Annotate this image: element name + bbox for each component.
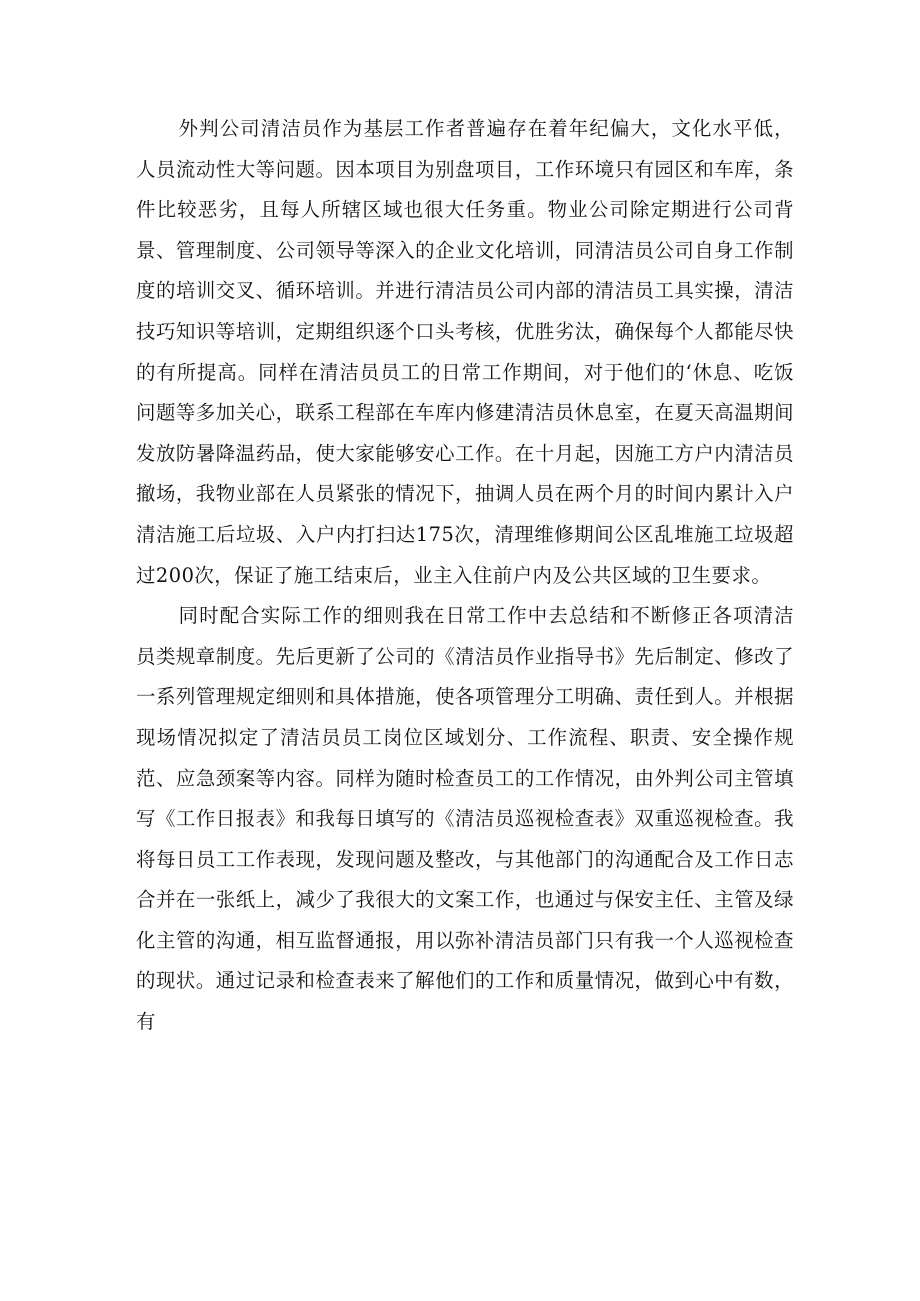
paragraph-cleaner-training: 外判公司清洁员作为基层工作者普遍存在着年纪偏大，文化水平低，人员流动性大等问题。因本项目为别盘项目，工作环境只有园区和车库，条件比较恶劣，且每人所辖区域也很大任务重。物业公司除定期进行公司背景、管理制度、公司领导等深入的企业文化培训，同清洁员公司自身工作制度的培训交叉、循环培训。并进行清洁员公司内部的清洁员工具实操，清洁技巧知识等培训，定期组织逐个口头考核，优胜劣汰，确保每个人都能尽快的有所提高。同样在清洁员员工的日常工作期间，对于他们的‘休息、吃饭问题等多加关心，联系工程部在车库内修建清洁员休息室，在夏天高温期间发放防暑降温药品，使大家能够安心工作。在十月起，因施工方户内清洁员撤场，我物业部在人员紧张的情况下，抽调人员在两个月的时间内累计入户清洁施工后垃圾、入户内打扫达175次，清理维修期间公区乱堆施工垃圾超过200次，保证了施工结束后，业主入住前户内及公共区域的卫生要求。 <box>136 117 794 587</box>
paragraph-rules-and-inspection: 同时配合实际工作的细则我在日常工作中去总结和不断修正各项清洁员类规章制度。先后更新了公司的《清洁员作业指导书》先后制定、修改了一系列管理规定细则和具体措施，使各项管理分工明确、责任到人。并根据现场情况拟定了清洁员员工岗位区域划分、工作流程、职责、安全操作规范、应急颈案等内容。同样为随时检查员工的工作情况，由外判公司主管填写《工作日报表》和我每日填写的《清洁员巡视检查表》双重巡视检查。我将每日员工工作表现，发现问题及整改，与其他部门的沟通配合及工作日志合并在一张纸上，减少了我很大的文案工作，也通过与保安主任、主管及绿化主管的沟通，相互监督通报，用以弥补清洁员部门只有我一个人巡视检查的现状。通过记录和检查表来了解他们的工作和质量情况，做到心中有数，有 <box>136 604 794 1034</box>
document-body <box>136 109 794 1043</box>
